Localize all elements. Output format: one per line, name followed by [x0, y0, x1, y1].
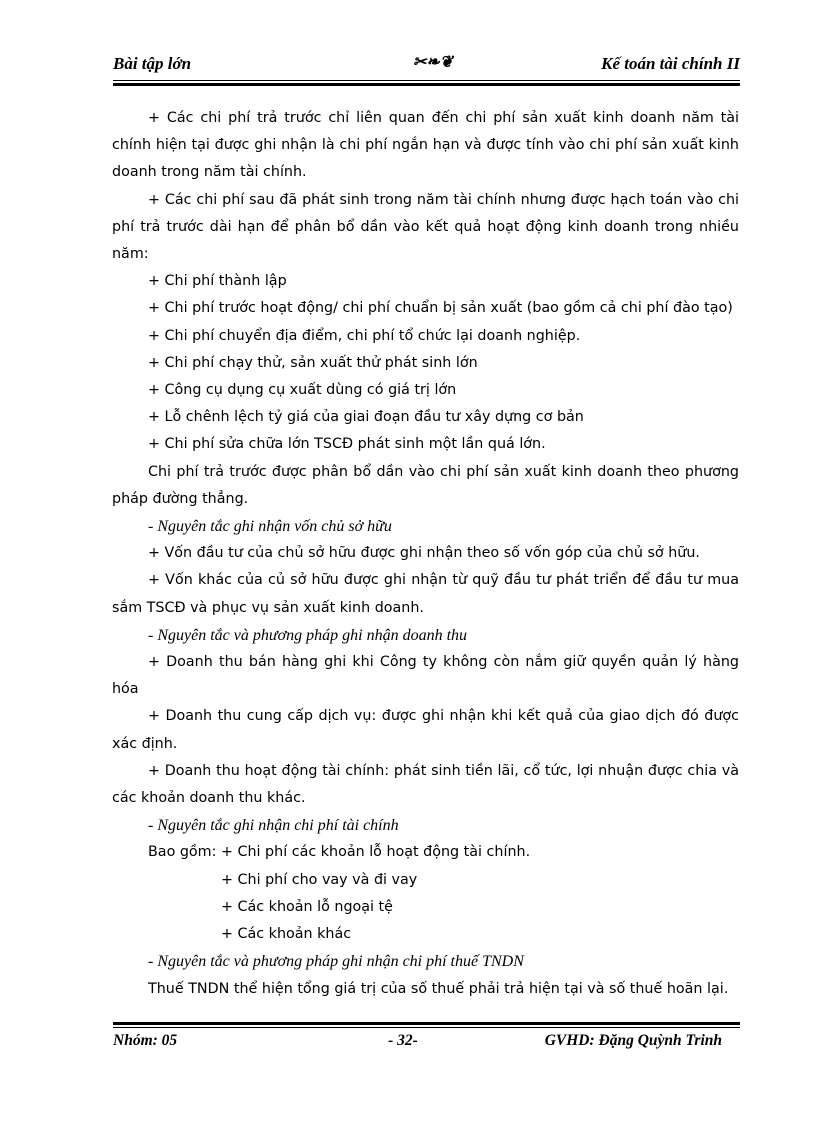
- header-subject-title: Kế toán tài chính II: [601, 54, 740, 73]
- list-item: + Các khoản khác: [221, 926, 352, 943]
- footer-rule-thin: [113, 1027, 740, 1028]
- footer-group: Nhóm: 05: [113, 1032, 178, 1049]
- section-heading: - Nguyên tắc và phương pháp ghi nhận doanh thu: [148, 626, 468, 644]
- section-heading: - Nguyên tắc ghi nhận vốn chủ sở hữu: [148, 518, 392, 536]
- list-item: + Chi phí chuyển địa điểm, chi phí tổ chức lại doanh nghiệp.: [148, 327, 581, 344]
- header-course-title: Bài tập lớn: [113, 54, 192, 73]
- list-item: Bao gồm: + Chi phí các khoản lỗ hoạt động tài chính.: [148, 844, 531, 861]
- list-item: + Chi phí cho vay và đi vay: [221, 871, 418, 888]
- header-rule-thick: [113, 83, 740, 86]
- header-rule-thin: [113, 80, 740, 81]
- list-item: + Chi phí trước hoạt động/ chi phí chuẩn bị sản xuất (bao gồm cả chi phí đào tạo): [148, 300, 733, 317]
- list-item: + Vốn đầu tư của chủ sở hữu được ghi nhận theo số vốn góp của chủ sở hữu.: [148, 545, 700, 562]
- list-item: + Doanh thu cung cấp dịch vụ: được ghi nhận khi kết quả của giao dịch đó được xác định.: [112, 708, 739, 752]
- page-header: [113, 50, 740, 80]
- list-item: + Vốn khác của củ sở hữu được ghi nhận từ quỹ đầu tư phát triển để đầu tư mua sắm TSCĐ và phục vụ sản xuất kinh doanh.: [112, 572, 739, 616]
- paragraph: Chi phí trả trước được phân bổ dần vào chi phí sản xuất kinh doanh theo phương pháp đường thẳng.: [112, 463, 739, 507]
- paragraph: + Các chi phí trả trước chỉ liên quan đến chi phí sản xuất kinh doanh năm tài chính hiện tại được ghi nhận là chi phí ngắn hạn và được tính vào chi phí sản xuất kinh doanh trong năm tài chính.: [112, 110, 739, 181]
- section-heading: - Nguyên tắc và phương pháp ghi nhận chi phí thuế TNDN: [148, 953, 524, 971]
- list-item: + Lỗ chênh lệch tỷ giá của giai đoạn đầu tư xây dựng cơ bản: [148, 409, 584, 426]
- list-item: + Doanh thu hoạt động tài chính: phát sinh tiền lãi, cổ tức, lợi nhuận được chia và các khoản doanh thu khác.: [112, 762, 739, 807]
- footer-rule-thick: [113, 1022, 740, 1025]
- list-item: + Chi phí sửa chữa lớn TSCĐ phát sinh một lần quá lớn.: [148, 436, 546, 453]
- document-body: [112, 105, 739, 1003]
- footer-instructor: GVHD: Đặng Quỳnh Trinh: [544, 1032, 722, 1049]
- section-heading: - Nguyên tắc ghi nhận chi phí tài chính: [148, 817, 399, 835]
- paragraph: Thuế TNDN thể hiện tổng giá trị của số thuế phải trả hiện tại và số thuế hoãn lại.: [148, 980, 729, 997]
- list-item: + Chi phí thành lập: [148, 273, 287, 290]
- paragraph: + Các chi phí sau đã phát sinh trong năm tài chính nhưng được hạch toán vào chi phí trả trước dài hạn để phân bổ dần vào kết quả hoạt động kinh doanh trong nhiều năm:: [112, 191, 739, 263]
- page-number: - 32-: [388, 1032, 418, 1049]
- header-ornament-icon: ✂❧❦: [412, 54, 454, 71]
- list-item: + Doanh thu bán hàng ghi khi Công ty không còn nắm giữ quyền quản lý hàng hóa: [112, 654, 739, 698]
- page-footer: [113, 1030, 740, 1054]
- list-item: + Các khoản lỗ ngoại tệ: [221, 898, 393, 915]
- list-item: + Chi phí chạy thử, sản xuất thử phát sinh lớn: [148, 354, 478, 371]
- list-item: + Công cụ dụng cụ xuất dùng có giá trị lớn: [148, 382, 457, 399]
